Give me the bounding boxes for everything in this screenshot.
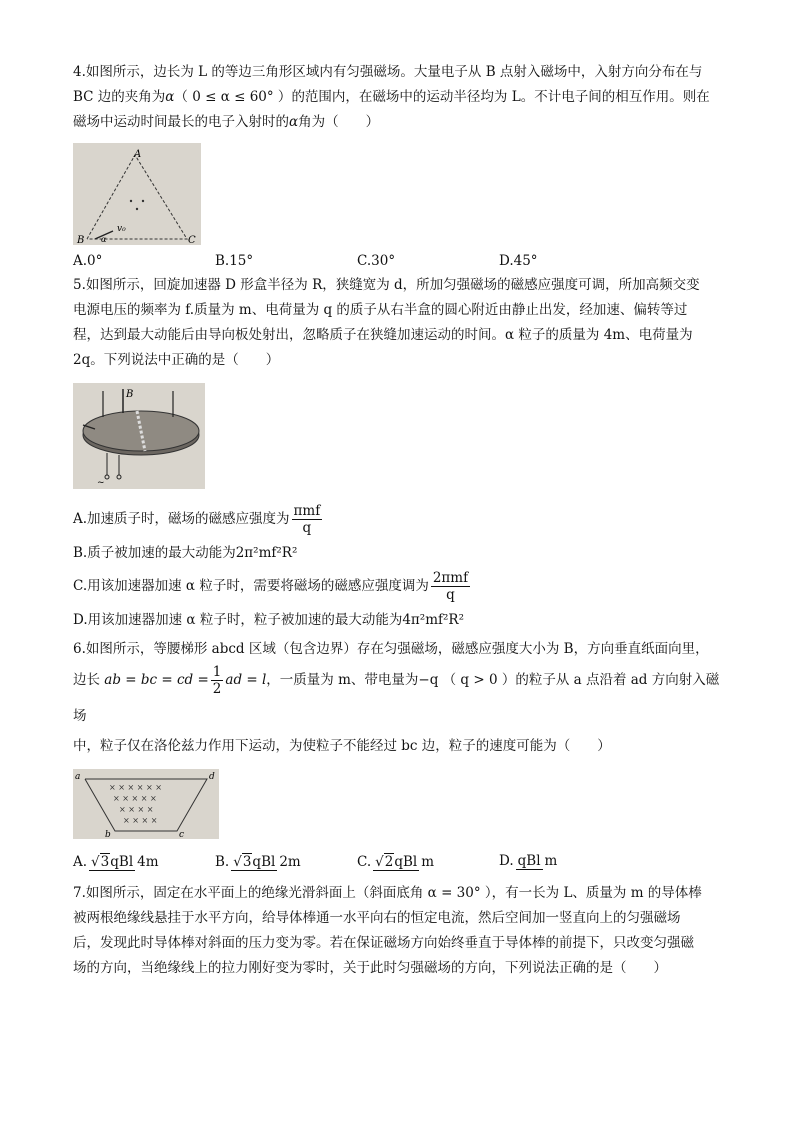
q7-line3: 后，发现此时导体棒对斜面的压力变为零。若在保证磁场方向始终垂直于导体棒的前提下，只改变匀强磁 — [73, 935, 694, 951]
q5-cyclotron-figure — [73, 383, 205, 489]
q7-line4: 场的方向，当绝缘线上的拉力刚好变为零时，关于此时匀强磁场的方向，下列说法正确的是（ ） — [73, 960, 667, 976]
q5-option-a[interactable]: A.加速质子时，磁场的磁感应强度为 $\frac{\text{πmf}}{q}$ — [73, 503, 321, 536]
cyclotron-diagram — [73, 383, 205, 489]
q4-line2: BC 边的夹角为α（ 0 ≤ α ≤ 60° ）的范围内，在磁场中的运动半径均为 L。不计电子间的相互作用。则在 — [73, 89, 710, 105]
label-A: A — [134, 149, 142, 160]
label-C: C — [188, 235, 196, 245]
label-B: B — [77, 235, 85, 245]
q5-line4: 2q。下列说法中正确的是（ ） — [73, 352, 280, 368]
q4-line3: 磁场中运动时间最长的电子入射时的α角为（ ） — [73, 114, 380, 130]
question-page — [73, 60, 723, 981]
q6-line3: 中，粒子仅在洛伦兹力作用下运动，为使粒子不能经过 bc 边，粒子的速度可能为（ ） — [73, 738, 611, 754]
question-4 — [73, 60, 723, 269]
question-7 — [73, 881, 723, 981]
label-v0: v₀ — [117, 224, 126, 234]
label-B: B — [126, 389, 134, 400]
svg-text:~: ~ — [97, 478, 105, 488]
trapezoid-diagram — [73, 769, 219, 839]
question-6 — [73, 637, 723, 871]
q6-options — [73, 853, 723, 871]
q4-option-a[interactable]: A.0° — [73, 253, 103, 269]
q5-option-c[interactable]: C.用该加速器加速 α 粒子时，需要将磁场的磁感应强度调为 $\frac{\text{2πmf}}{q}$ — [73, 570, 469, 603]
q5-line2: 电源电压的频率为 f.质量为 m、电荷量为 q 的质子从右半盒的圆心附近由静止出发，经加速、偏转等过 — [73, 302, 688, 318]
q7-line2: 被两根绝缘线悬挂于水平方向，给导体棒通一水平向右的恒定电流，然后空间加一竖直向上的匀强磁场 — [73, 910, 681, 926]
q6-option-a[interactable]: A. √3qBl 4m — [73, 853, 159, 870]
label-d: d — [209, 772, 215, 782]
q5-line3: 程，达到最大动能后由导向板处射出，忽略质子在狭缝加速运动的时间。α 粒子的质量为 4m、电荷量为 — [73, 327, 693, 343]
q4-line1: 4.如图所示，边长为 L 的等边三角形区域内有匀强磁场。大量电子从 B 点射入磁场中，入射方向分布在与 — [73, 64, 703, 80]
label-b: b — [105, 830, 111, 839]
question-5 — [73, 273, 723, 635]
q6-line2: 边长 ab = bc = cd = $\frac{1}{2}$ ad = l，一质量为 m、带电量为−q （ q > 0 ）的粒子从 a 点沿着 ad 方向射入磁场 — [73, 664, 720, 724]
q5-option-d[interactable]: D.用该加速器加速 α 粒子时，粒子被加速的最大动能为4π²mf²R² — [73, 612, 465, 628]
q5-option-b[interactable]: B.质子被加速的最大动能为2π²mf²R² — [73, 545, 298, 561]
q4-option-b[interactable]: B.15° — [215, 253, 254, 269]
svg-text:× × × × × ×: × × × × × × — [109, 783, 162, 792]
label-angle: α — [101, 235, 107, 244]
q6-option-b[interactable]: B. √3qBl 2m — [215, 853, 301, 870]
q4-options — [73, 253, 723, 269]
svg-text:× × × ×: × × × × — [123, 816, 158, 825]
q4-triangle-figure — [73, 143, 201, 245]
q6-line1: 6.如图所示，等腰梯形 abcd 区域（包含边界）存在匀强磁场，磁感应强度大小为 B，方向垂直纸面向里， — [73, 641, 709, 657]
svg-text:× × × ×: × × × × — [119, 805, 154, 814]
q6-option-d[interactable]: D. qBl m — [499, 853, 558, 869]
q4-option-d[interactable]: D.45° — [499, 253, 538, 269]
q4-option-c[interactable]: C.30° — [357, 253, 396, 269]
label-c: c — [179, 830, 185, 839]
svg-text:× × × × ×: × × × × × — [113, 794, 157, 803]
q5-line1: 5.如图所示，回旋加速器 D 形盒半径为 R，狭缝宽为 d，所加匀强磁场的磁感应强度可调，所加高频交变 — [73, 277, 700, 293]
q6-trapezoid-figure — [73, 769, 219, 839]
q6-option-c[interactable]: C. √2qBl m — [357, 853, 435, 870]
triangle-diagram — [73, 143, 201, 245]
label-a: a — [75, 772, 81, 782]
q7-line1: 7.如图所示，固定在水平面上的绝缘光滑斜面上（斜面底角 α = 30° ），有一长为 L、质量为 m 的导体棒 — [73, 885, 702, 901]
